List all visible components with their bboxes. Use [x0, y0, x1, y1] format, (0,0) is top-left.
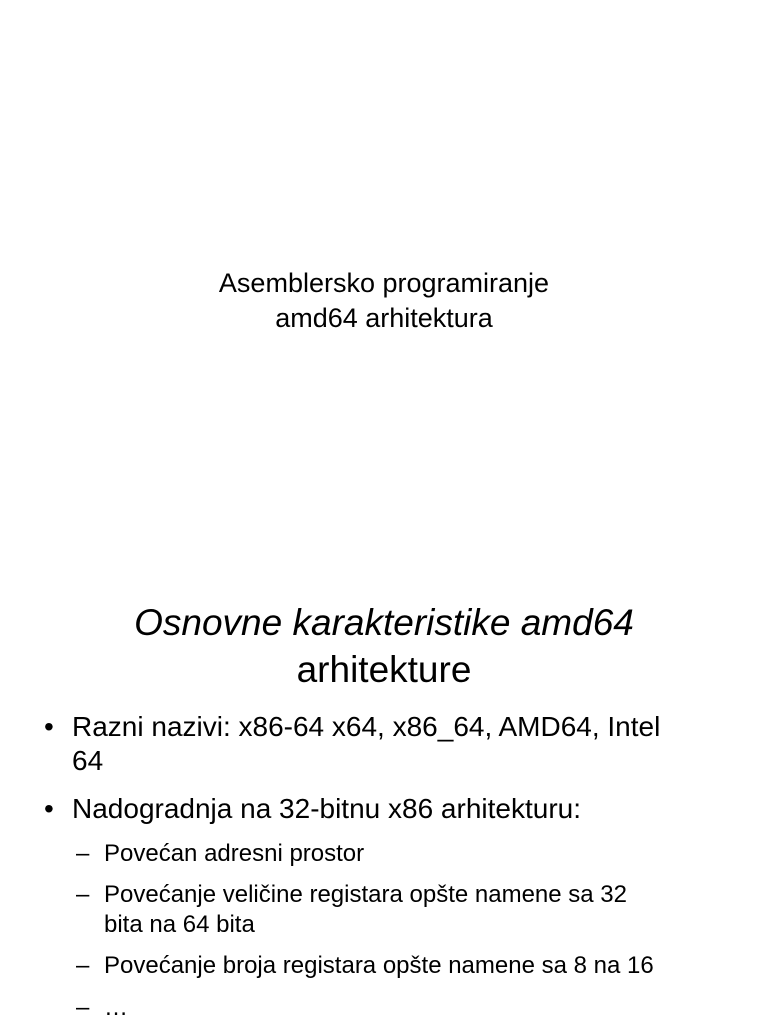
slide-1-title	[0, 266, 768, 336]
sub-bullet-text-line-1: Povećanje veličine registara opšte namene sa 32	[104, 881, 627, 908]
sub-bullet-text: …	[104, 994, 128, 1021]
sub-bullet-text: Povećan adresni prostor	[104, 840, 365, 867]
bullet-text: Nadogradnja na 32-bitnu x86 arhitekturu:	[72, 793, 582, 824]
dash-icon: –	[76, 952, 90, 979]
sub-bullet-item	[76, 951, 724, 981]
bullet-icon: •	[44, 793, 54, 824]
bullet-icon: •	[44, 711, 54, 742]
dash-icon: –	[76, 840, 90, 867]
slide-2-title-italic: Osnovne karakteristike amd64	[134, 602, 634, 643]
sub-bullet-text-line-2: bita na 64 bita	[104, 911, 255, 938]
dash-icon: –	[76, 881, 90, 908]
bullet-item	[44, 792, 732, 826]
bullet-text-line-1: Razni nazivi: x86-64 x64, x86_64, AMD64, Intel	[72, 711, 661, 742]
slide-2-title	[0, 599, 768, 693]
slide-1-title-line-1: Asemblersko programiranje	[218, 268, 550, 298]
sub-bullet-item	[76, 839, 724, 869]
sub-bullet-text: Povećanje broja registara opšte namene sa 8 na 16	[104, 952, 654, 979]
slide-2-title-rest: arhitekture	[296, 649, 472, 690]
dash-icon: –	[76, 994, 90, 1021]
bullet-text-line-2: 64	[72, 745, 104, 776]
sub-bullet-item	[76, 880, 724, 940]
sub-bullet-item	[76, 993, 724, 1023]
slide-1-title-line-2: amd64 arhitektura	[275, 303, 493, 333]
bullet-item	[44, 710, 732, 778]
